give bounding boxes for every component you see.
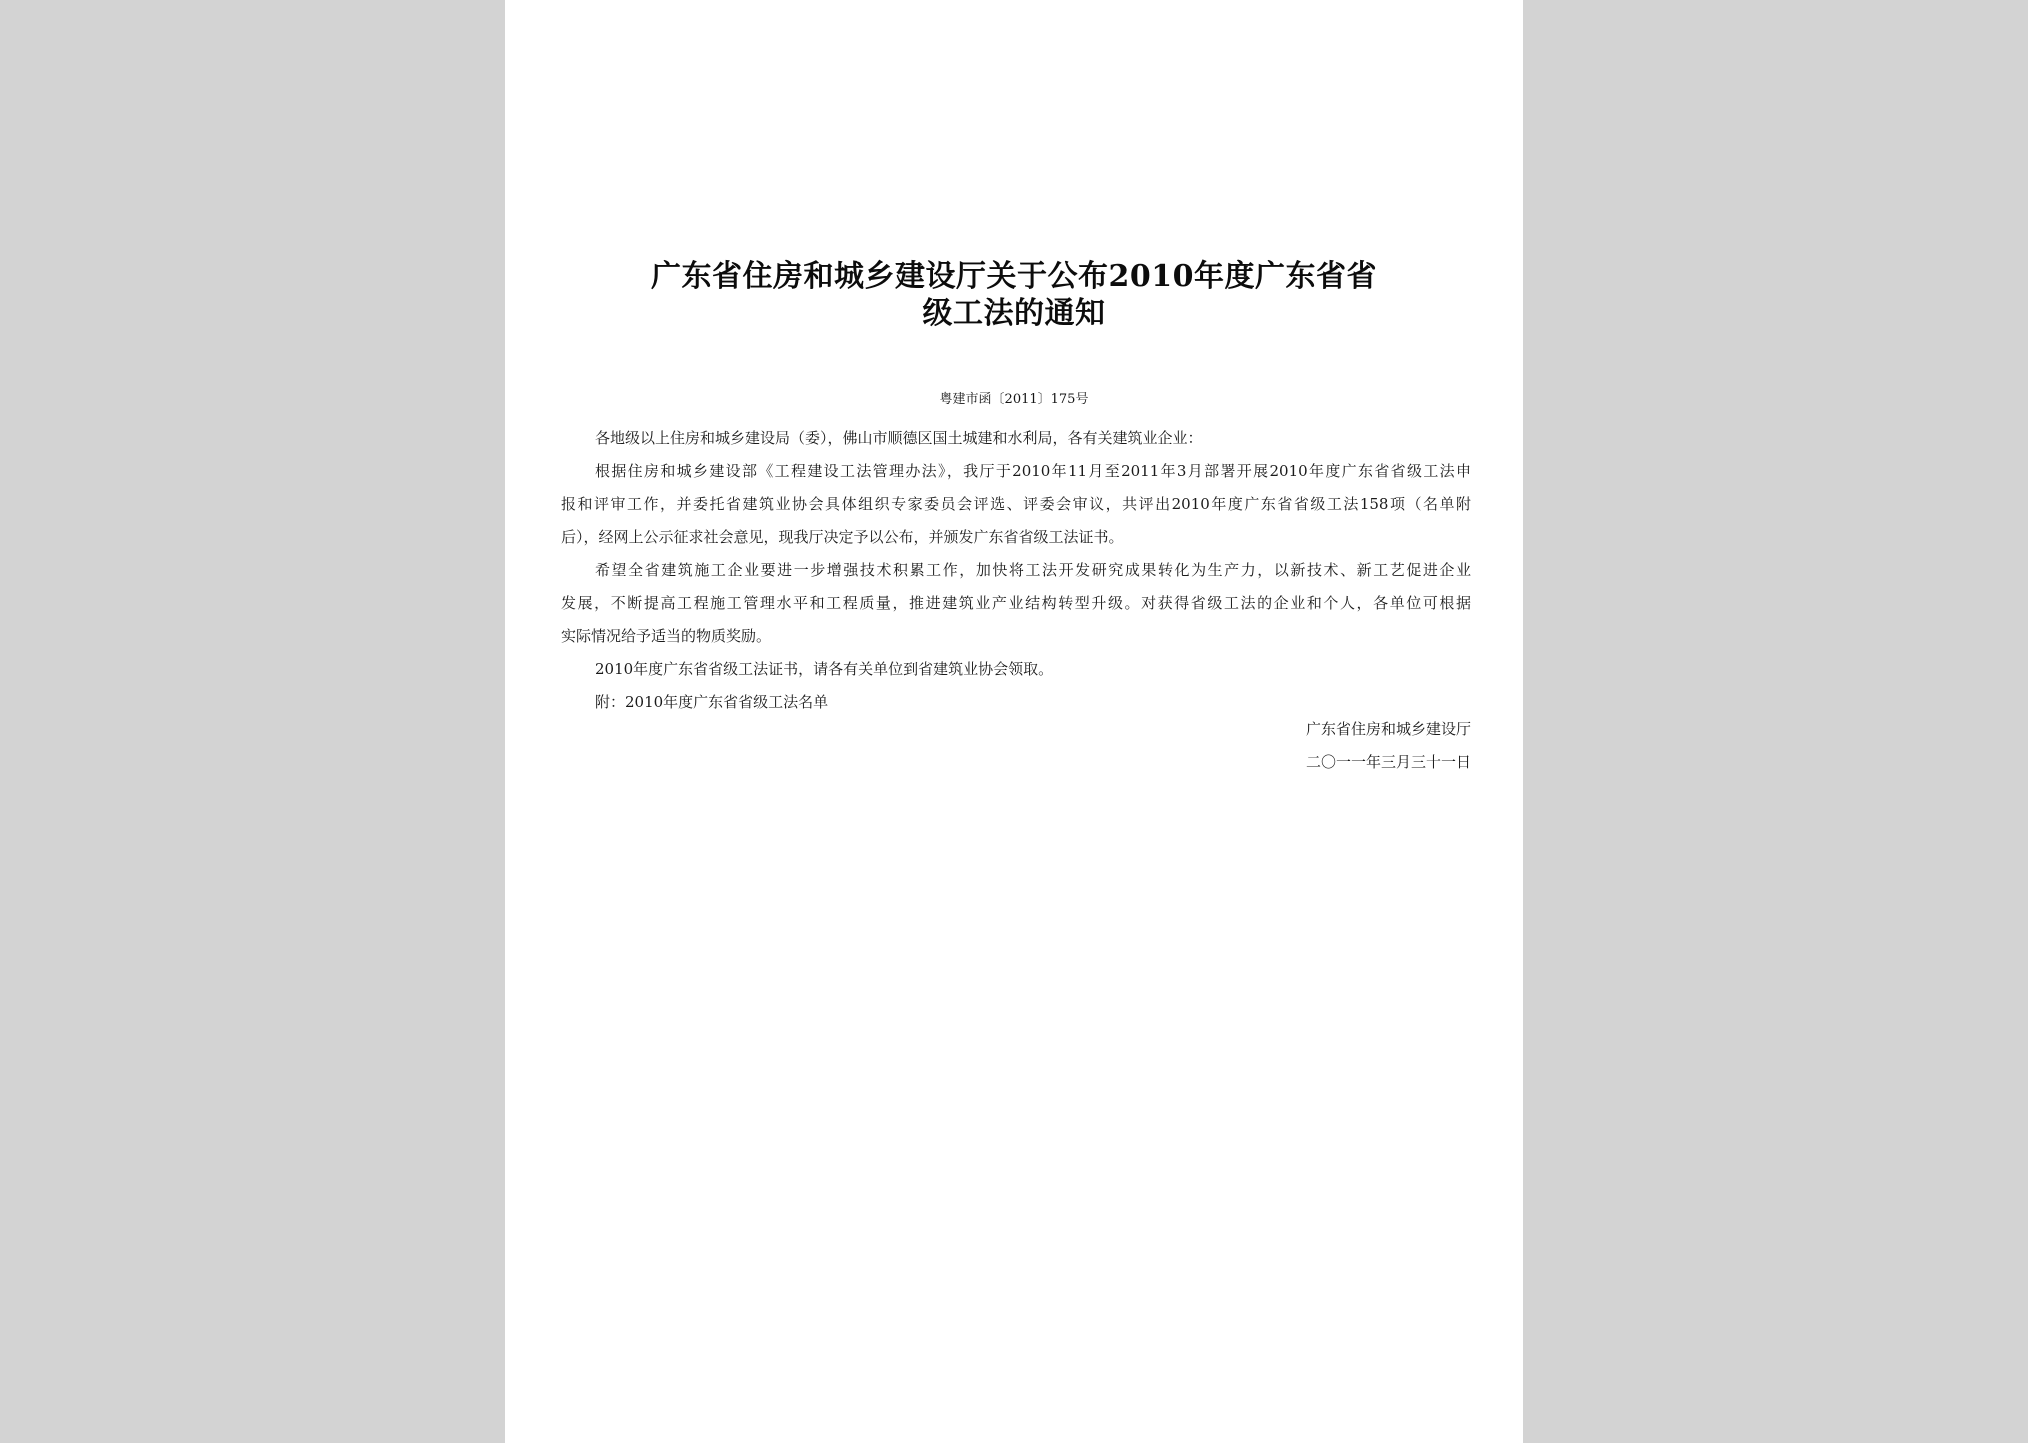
salutation: 各地级以上住房和城乡建设局（委），佛山市顺德区国土城建和水利局，各有关建筑业企业： [595, 429, 1203, 447]
paragraph-2-line-1: 希望全省建筑施工企业要进一步增强技术积累工作，加快将工法开发研究成果转化为生产力，以新技术、新工艺促进企业 [595, 561, 1471, 579]
document-body [561, 422, 1471, 719]
document-number: 粤建市函〔2011〕175号 [939, 392, 1089, 407]
title-line-2: 级工法的通知 [922, 296, 1106, 331]
document-title [505, 258, 1523, 332]
paragraph-1-line-3: 后），经网上公示征求社会意见，现我厅决定予以公布，并颁发广东省省级工法证书。 [561, 528, 1124, 546]
paragraph-1-line-2: 报和评审工作，并委托省建筑业协会具体组织专家委员会评选、评委会审议，共评出2010年度广东省省级工法158项（名单附 [561, 495, 1471, 513]
paragraph-2-line-2: 发展，不断提高工程施工管理水平和工程质量，推进建筑业产业结构转型升级。对获得省级工法的企业和个人，各单位可根据 [561, 594, 1471, 612]
paragraph-3: 2010年度广东省省级工法证书，请各有关单位到省建筑业协会领取。 [595, 660, 1054, 678]
signature-block [1085, 713, 1471, 779]
attachment-note: 附：2010年度广东省省级工法名单 [595, 693, 829, 711]
paragraph-1-line-1: 根据住房和城乡建设部《工程建设工法管理办法》，我厅于2010年11月至2011年3月部署开展2010年度广东省省级工法申 [595, 462, 1471, 480]
document-page [505, 0, 1523, 1443]
paragraph-2-line-3: 实际情况给予适当的物质奖励。 [561, 627, 772, 645]
signature-date: 二〇一一年三月三十一日 [1305, 753, 1471, 771]
title-line-1: 广东省住房和城乡建设厅关于公布2010年度广东省省 [651, 259, 1377, 294]
signature-org: 广东省住房和城乡建设厅 [1305, 720, 1471, 738]
